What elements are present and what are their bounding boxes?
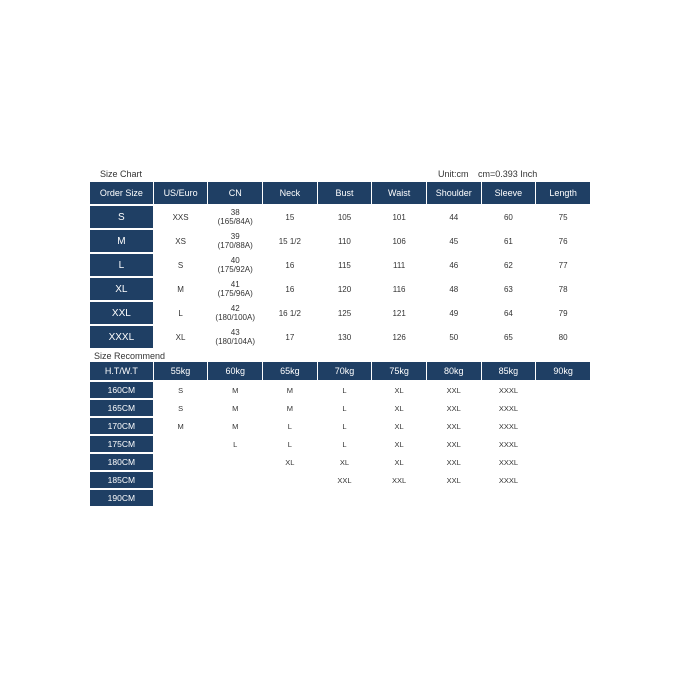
table-row bbox=[90, 326, 590, 350]
us-euro-cell: L bbox=[154, 302, 208, 326]
sleeve-cell: 62 bbox=[482, 254, 536, 278]
cn-cell bbox=[208, 230, 262, 254]
shoulder-cell: 50 bbox=[427, 326, 481, 350]
table-row bbox=[90, 490, 590, 508]
table-row bbox=[90, 254, 590, 278]
cn-number: 42 bbox=[230, 304, 240, 313]
neck-cell: 15 1/2 bbox=[263, 230, 317, 254]
neck-cell: 16 1/2 bbox=[263, 302, 317, 326]
header-weight: 65kg bbox=[263, 362, 317, 382]
recommend-cell bbox=[427, 490, 481, 508]
table-row bbox=[90, 454, 590, 472]
cn-number: 39 bbox=[230, 232, 240, 241]
recommend-cell bbox=[372, 490, 426, 508]
cn-cell bbox=[208, 326, 262, 350]
header-height-weight: H.T/W.T bbox=[90, 362, 153, 382]
cn-number: 40 bbox=[230, 256, 240, 265]
recommend-cell: XL bbox=[318, 454, 372, 472]
sleeve-cell: 61 bbox=[482, 230, 536, 254]
neck-cell: 16 bbox=[263, 254, 317, 278]
table-row bbox=[90, 418, 590, 436]
size-chart-header-row bbox=[90, 182, 590, 206]
recommend-cell: XL bbox=[372, 454, 426, 472]
sleeve-cell: 63 bbox=[482, 278, 536, 302]
recommend-cell bbox=[536, 400, 590, 418]
cn-code: (165/84A) bbox=[217, 217, 253, 226]
recommend-cell: XL bbox=[263, 454, 317, 472]
recommend-cell: S bbox=[154, 382, 208, 400]
sleeve-cell: 60 bbox=[482, 206, 536, 230]
recommend-cell bbox=[536, 472, 590, 490]
length-cell: 80 bbox=[536, 326, 590, 350]
height-cell: 185CM bbox=[90, 472, 153, 490]
recommend-cell bbox=[263, 472, 317, 490]
height-cell: 175CM bbox=[90, 436, 153, 454]
header-weight: 70kg bbox=[318, 362, 372, 382]
waist-cell: 111 bbox=[372, 254, 426, 278]
length-cell: 77 bbox=[536, 254, 590, 278]
recommend-cell: L bbox=[318, 400, 372, 418]
waist-cell: 101 bbox=[372, 206, 426, 230]
conversion-label: cm=0.393 Inch bbox=[478, 169, 538, 179]
recommend-cell bbox=[208, 472, 262, 490]
recommend-cell bbox=[536, 454, 590, 472]
recommend-cell bbox=[154, 490, 208, 508]
recommend-cell bbox=[536, 436, 590, 454]
sleeve-cell: 64 bbox=[482, 302, 536, 326]
recommend-cell bbox=[536, 382, 590, 400]
size-chart-table bbox=[89, 182, 591, 350]
recommend-cell: M bbox=[208, 382, 262, 400]
recommend-cell: L bbox=[318, 436, 372, 454]
sleeve-cell: 65 bbox=[482, 326, 536, 350]
waist-cell: 116 bbox=[372, 278, 426, 302]
recommend-cell bbox=[536, 418, 590, 436]
recommend-cell: L bbox=[263, 436, 317, 454]
header-weight: 55kg bbox=[154, 362, 208, 382]
size-chart-title: Size Chart bbox=[100, 169, 143, 179]
recommend-cell: XL bbox=[372, 418, 426, 436]
us-euro-cell: XL bbox=[154, 326, 208, 350]
header-us-euro: US/Euro bbox=[154, 182, 208, 206]
order-size-cell: S bbox=[90, 206, 153, 230]
neck-cell: 16 bbox=[263, 278, 317, 302]
size-chart-header-line bbox=[90, 167, 590, 182]
table-row bbox=[90, 436, 590, 454]
order-size-cell: XL bbox=[90, 278, 153, 302]
height-cell: 180CM bbox=[90, 454, 153, 472]
recommend-cell: XXL bbox=[318, 472, 372, 490]
recommend-cell bbox=[208, 490, 262, 508]
recommend-cell: XXXL bbox=[482, 436, 536, 454]
header-order-size: Order Size bbox=[90, 182, 153, 206]
recommend-cell bbox=[154, 472, 208, 490]
shoulder-cell: 49 bbox=[427, 302, 481, 326]
waist-cell: 126 bbox=[372, 326, 426, 350]
table-row bbox=[90, 400, 590, 418]
table-row bbox=[90, 206, 590, 230]
order-size-cell: XXL bbox=[90, 302, 153, 326]
size-chart-document bbox=[90, 167, 590, 508]
recommend-cell: XXXL bbox=[482, 418, 536, 436]
order-size-cell: XXXL bbox=[90, 326, 153, 350]
recommend-cell: L bbox=[318, 382, 372, 400]
recommend-cell bbox=[318, 490, 372, 508]
recommend-cell: XL bbox=[372, 436, 426, 454]
recommend-cell: XXL bbox=[427, 472, 481, 490]
waist-cell: 121 bbox=[372, 302, 426, 326]
cn-cell bbox=[208, 278, 262, 302]
recommend-cell: XXXL bbox=[482, 382, 536, 400]
table-row bbox=[90, 302, 590, 326]
order-size-cell: M bbox=[90, 230, 153, 254]
recommend-cell: XXXL bbox=[482, 472, 536, 490]
cn-number: 38 bbox=[230, 208, 240, 217]
header-neck: Neck bbox=[263, 182, 317, 206]
recommend-cell: M bbox=[263, 382, 317, 400]
recommend-cell: M bbox=[263, 400, 317, 418]
length-cell: 79 bbox=[536, 302, 590, 326]
neck-cell: 15 bbox=[263, 206, 317, 230]
shoulder-cell: 46 bbox=[427, 254, 481, 278]
order-size-cell: L bbox=[90, 254, 153, 278]
recommend-cell: S bbox=[154, 400, 208, 418]
recommend-cell: L bbox=[208, 436, 262, 454]
recommend-cell bbox=[154, 436, 208, 454]
length-cell: 78 bbox=[536, 278, 590, 302]
header-sleeve: Sleeve bbox=[482, 182, 536, 206]
recommend-cell: XXXL bbox=[482, 454, 536, 472]
recommend-cell: M bbox=[208, 418, 262, 436]
cn-cell bbox=[208, 254, 262, 278]
table-row bbox=[90, 230, 590, 254]
height-cell: 165CM bbox=[90, 400, 153, 418]
shoulder-cell: 44 bbox=[427, 206, 481, 230]
header-cn: CN bbox=[208, 182, 262, 206]
cn-code: (170/88A) bbox=[217, 241, 253, 250]
recommend-cell: M bbox=[208, 400, 262, 418]
header-length: Length bbox=[536, 182, 590, 206]
recommend-cell: XL bbox=[372, 382, 426, 400]
header-waist: Waist bbox=[372, 182, 426, 206]
recommend-cell: XXL bbox=[427, 382, 481, 400]
neck-cell: 17 bbox=[263, 326, 317, 350]
bust-cell: 105 bbox=[318, 206, 372, 230]
header-weight: 85kg bbox=[482, 362, 536, 382]
recommend-cell: XXL bbox=[427, 436, 481, 454]
cn-number: 43 bbox=[230, 328, 240, 337]
cn-code: (180/100A) bbox=[215, 313, 255, 322]
cn-number: 41 bbox=[230, 280, 240, 289]
size-recommend-header-row bbox=[90, 362, 590, 382]
height-cell: 190CM bbox=[90, 490, 153, 508]
header-shoulder: Shoulder bbox=[427, 182, 481, 206]
recommend-cell: XXXL bbox=[482, 400, 536, 418]
us-euro-cell: M bbox=[154, 278, 208, 302]
bust-cell: 130 bbox=[318, 326, 372, 350]
recommend-cell: XXL bbox=[427, 454, 481, 472]
height-cell: 160CM bbox=[90, 382, 153, 400]
size-recommend-title: Size Recommend bbox=[94, 351, 166, 361]
table-row bbox=[90, 382, 590, 400]
size-recommend-table bbox=[89, 362, 591, 508]
table-row bbox=[90, 472, 590, 490]
recommend-cell: M bbox=[154, 418, 208, 436]
us-euro-cell: XXS bbox=[154, 206, 208, 230]
unit-label: Unit:cm bbox=[438, 169, 469, 179]
bust-cell: 120 bbox=[318, 278, 372, 302]
recommend-cell bbox=[482, 490, 536, 508]
bust-cell: 125 bbox=[318, 302, 372, 326]
header-weight: 80kg bbox=[427, 362, 481, 382]
cn-code: (175/96A) bbox=[217, 289, 253, 298]
recommend-cell bbox=[154, 454, 208, 472]
cn-cell bbox=[208, 302, 262, 326]
cn-code: (175/92A) bbox=[217, 265, 253, 274]
us-euro-cell: S bbox=[154, 254, 208, 278]
size-recommend-heading bbox=[90, 350, 590, 362]
cn-cell bbox=[208, 206, 262, 230]
length-cell: 76 bbox=[536, 230, 590, 254]
recommend-cell: XXL bbox=[427, 418, 481, 436]
recommend-cell: XXL bbox=[372, 472, 426, 490]
bust-cell: 110 bbox=[318, 230, 372, 254]
height-cell: 170CM bbox=[90, 418, 153, 436]
shoulder-cell: 45 bbox=[427, 230, 481, 254]
recommend-cell: XXL bbox=[427, 400, 481, 418]
recommend-cell: L bbox=[318, 418, 372, 436]
recommend-cell: XL bbox=[372, 400, 426, 418]
us-euro-cell: XS bbox=[154, 230, 208, 254]
recommend-cell: L bbox=[263, 418, 317, 436]
recommend-cell bbox=[208, 454, 262, 472]
recommend-cell bbox=[263, 490, 317, 508]
waist-cell: 106 bbox=[372, 230, 426, 254]
header-weight: 60kg bbox=[208, 362, 262, 382]
cn-code: (180/104A) bbox=[215, 337, 255, 346]
header-weight: 75kg bbox=[372, 362, 426, 382]
shoulder-cell: 48 bbox=[427, 278, 481, 302]
recommend-cell bbox=[536, 490, 590, 508]
header-weight: 90kg bbox=[536, 362, 590, 382]
header-bust: Bust bbox=[318, 182, 372, 206]
bust-cell: 115 bbox=[318, 254, 372, 278]
length-cell: 75 bbox=[536, 206, 590, 230]
table-row bbox=[90, 278, 590, 302]
